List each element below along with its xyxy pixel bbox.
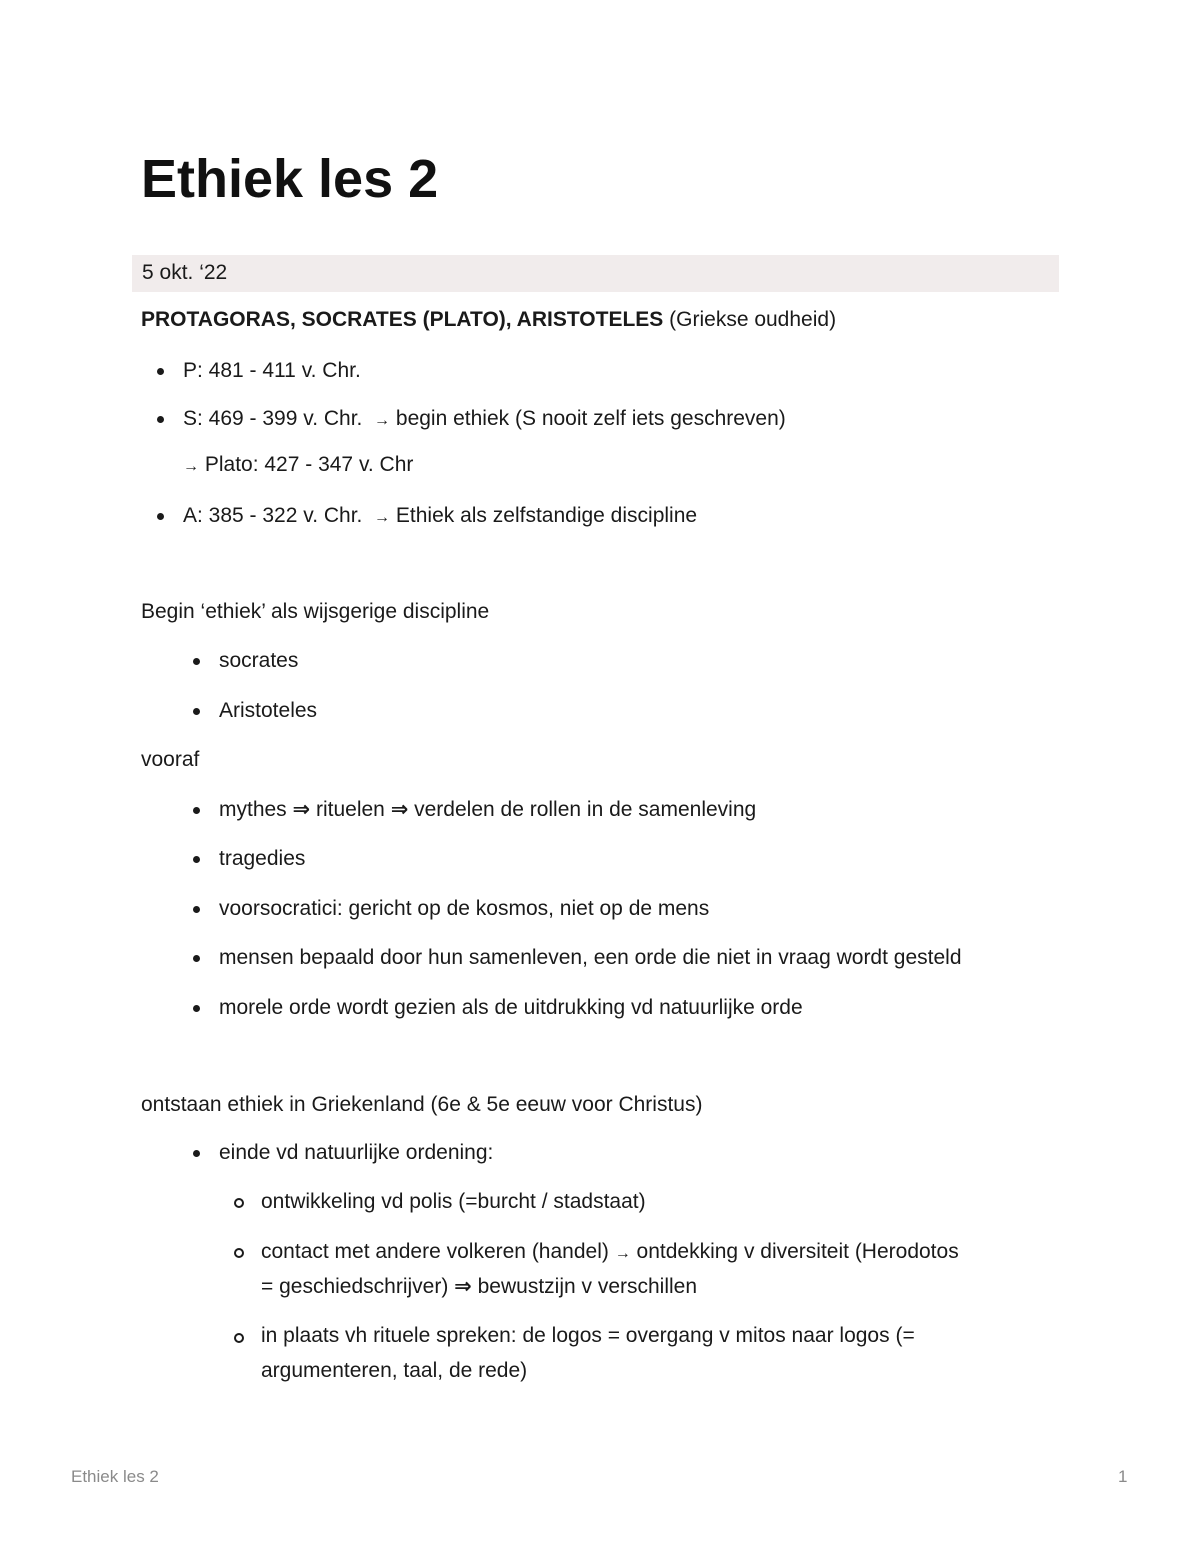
bullet-icon [193,807,200,814]
page-title: Ethiek les 2 [141,149,439,209]
bullet-icon [193,1150,200,1157]
bullet-icon [157,368,164,375]
double-arrow-icon: ⇒ [292,798,311,821]
bullet-icon [193,708,200,715]
double-arrow-icon: ⇒ [390,798,409,821]
double-arrow-icon: ⇒ [454,1275,472,1298]
list-item-protagoras: P: 481 - 411 v. Chr. [183,359,361,382]
section-heading-ontstaan: ontstaan ethiek in Griekenland (6e & 5e eeuw voor Christus) [141,1093,703,1116]
bullet-icon [157,513,164,520]
hollow-bullet-icon [234,1198,244,1208]
heading-normal: (Griekse oudheid) [663,308,837,331]
list-item-plato: → Plato: 427 - 347 v. Chr [183,453,414,476]
bullet-icon [193,856,200,863]
right-arrow-icon: → [614,1245,631,1262]
right-arrow-icon: → [374,509,391,526]
right-arrow-icon: → [374,412,391,429]
list-item: morele orde wordt gezien als de uitdrukking vd natuurlijke orde [219,996,803,1019]
sub-list-item: ontwikkeling vd polis (=burcht / stadstaat) [261,1190,646,1213]
date-text: 5 okt. ‘22 [142,261,228,284]
page-number: 1 [1118,1467,1128,1486]
list-item: mensen bepaald door hun samenleven, een orde die niet in vraag wordt gesteld [219,946,962,969]
footer-title: Ethiek les 2 [71,1467,159,1486]
section-heading-begin: Begin ‘ethiek’ als wijsgerige discipline [141,600,490,623]
section-heading-philosophers [141,305,836,335]
bullet-icon [193,658,200,665]
list-item-aristoteles: A: 385 - 322 v. Chr. → Ethiek als zelfstandige discipline [183,504,698,527]
bullet-icon [193,1005,200,1012]
list-item: mythes ⇒ rituelen ⇒ verdelen de rollen in de samenleving [219,798,757,821]
sub-list-item-continued: = geschiedschrijver) ⇒ bewustzijn v verschillen [261,1275,698,1298]
bullet-icon [193,906,200,913]
sub-list-item-continued: argumenteren, taal, de rede) [261,1359,528,1382]
hollow-bullet-icon [234,1248,244,1258]
bullet-icon [193,955,200,962]
sub-list-item: contact met andere volkeren (handel) → ontdekking v diversiteit (Herodotos [261,1240,959,1263]
section-heading-vooraf: vooraf [141,748,200,771]
list-item: Aristoteles [219,699,318,722]
heading-bold: PROTAGORAS, SOCRATES (PLATO), ARISTOTELES [141,308,664,331]
list-item: socrates [219,649,299,672]
hollow-bullet-icon [234,1333,244,1343]
bullet-icon [157,416,164,423]
list-item: voorsocratici: gericht op de kosmos, niet op de mens [219,897,710,920]
date-callout [132,255,1059,292]
right-arrow-icon: → [183,458,199,475]
list-item: einde vd natuurlijke ordening: [219,1141,494,1164]
list-item: tragedies [219,847,306,870]
sub-list-item: in plaats vh rituele spreken: de logos = overgang v mitos naar logos (= [261,1324,915,1347]
list-item-socrates: S: 469 - 399 v. Chr. → begin ethiek (S nooit zelf iets geschreven) [183,407,786,430]
